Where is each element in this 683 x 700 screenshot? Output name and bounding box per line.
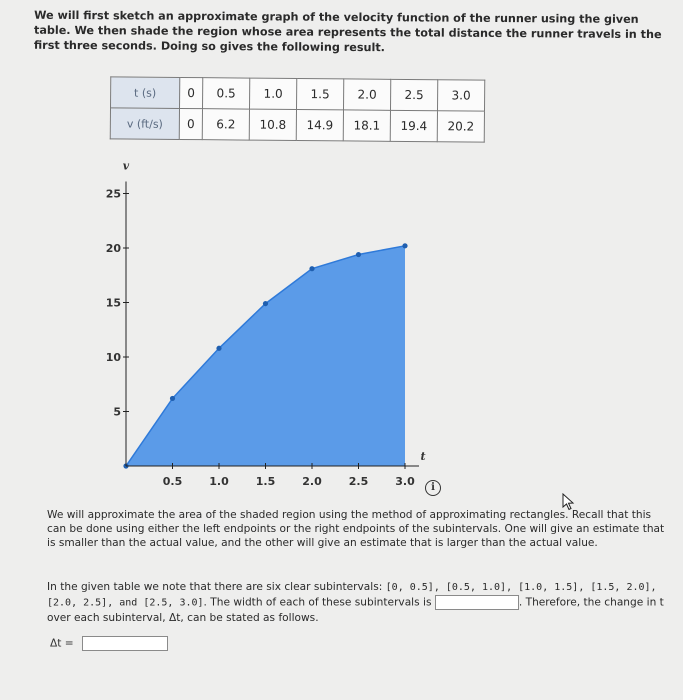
x-tick-label: 2.5: [348, 475, 369, 488]
data-point: [309, 266, 314, 271]
data-point: [170, 396, 175, 401]
table-cell: 3.0: [437, 80, 484, 111]
shaded-area: [126, 246, 405, 466]
subintervals-text-2: . The width of each of these subintervals is: [203, 596, 432, 609]
row-label-time: t (s): [111, 77, 180, 109]
table-cell: 0: [180, 77, 203, 108]
data-point: [356, 252, 361, 257]
y-tick-label: 5: [113, 405, 121, 419]
table-cell: 2.5: [390, 79, 437, 110]
table-cell: 19.4: [390, 110, 437, 141]
x-tick-label: 2.0: [302, 475, 322, 488]
y-tick-label: 25: [105, 187, 121, 201]
table-cell: 14.9: [296, 109, 343, 140]
y-tick-label: 20: [105, 242, 121, 255]
table-cell: 2.0: [343, 79, 390, 110]
y-tick-label: 10: [105, 351, 121, 364]
table-cell: 1.5: [297, 78, 344, 109]
y-tick-label: 15: [105, 296, 121, 310]
subintervals-text-3: . Therefore, the change in t over each subinterval, Δt, can be stated as follows.: [47, 596, 664, 624]
method-paragraph: We will approximate the area of the shaded region using the method of approximating rectangles. Recall that this can be done using either the left endpoints or the right endpoints of the subintervals. One will give an estimate that is smaller than the actual value, and the other will give an estimate that is larger than the actual value.: [47, 509, 665, 549]
subintervals-list: [0, 0.5], [0.5, 1.0], [1.0, 1.5], [1.5, 2.0], [2.0, 2.5], and [2.5, 3.0]: [47, 582, 657, 609]
table-cell: 10.8: [249, 109, 296, 140]
row-label-velocity: v (ft/s): [110, 108, 179, 140]
delta-t-row: [50, 636, 168, 651]
table-cell: 0.5: [203, 78, 250, 109]
table-cell: 18.1: [343, 110, 390, 141]
table-cell: 20.2: [437, 111, 484, 142]
y-axis-label: v: [122, 159, 130, 173]
data-point: [263, 301, 268, 306]
x-tick-label: 3.0: [395, 475, 415, 488]
table-cell: 1.0: [250, 78, 297, 109]
table-cell: 6.2: [202, 109, 249, 140]
width-answer-input[interactable]: [435, 595, 519, 610]
x-tick-label: 0.5: [162, 475, 183, 488]
data-point: [216, 346, 221, 351]
x-axis-label: t: [420, 450, 426, 463]
x-tick-label: 1.0: [209, 475, 229, 488]
subintervals-text-1: In the given table we note that there are six clear subintervals:: [47, 581, 386, 593]
x-tick-label: 1.5: [255, 475, 276, 488]
intro-text: We will first sketch an approximate graph of the velocity function of the runner using the given table. We then shade the region whose area represents the total distance the runner travels in the first three seconds. Doing so gives the following result.: [33, 8, 662, 55]
data-point: [402, 243, 407, 248]
delta-t-label: Δt =: [50, 637, 74, 650]
info-icon[interactable]: i: [425, 480, 441, 496]
table-cell: 0: [179, 108, 202, 139]
delta-t-answer-input[interactable]: [82, 636, 168, 651]
subintervals-paragraph: [47, 580, 667, 626]
